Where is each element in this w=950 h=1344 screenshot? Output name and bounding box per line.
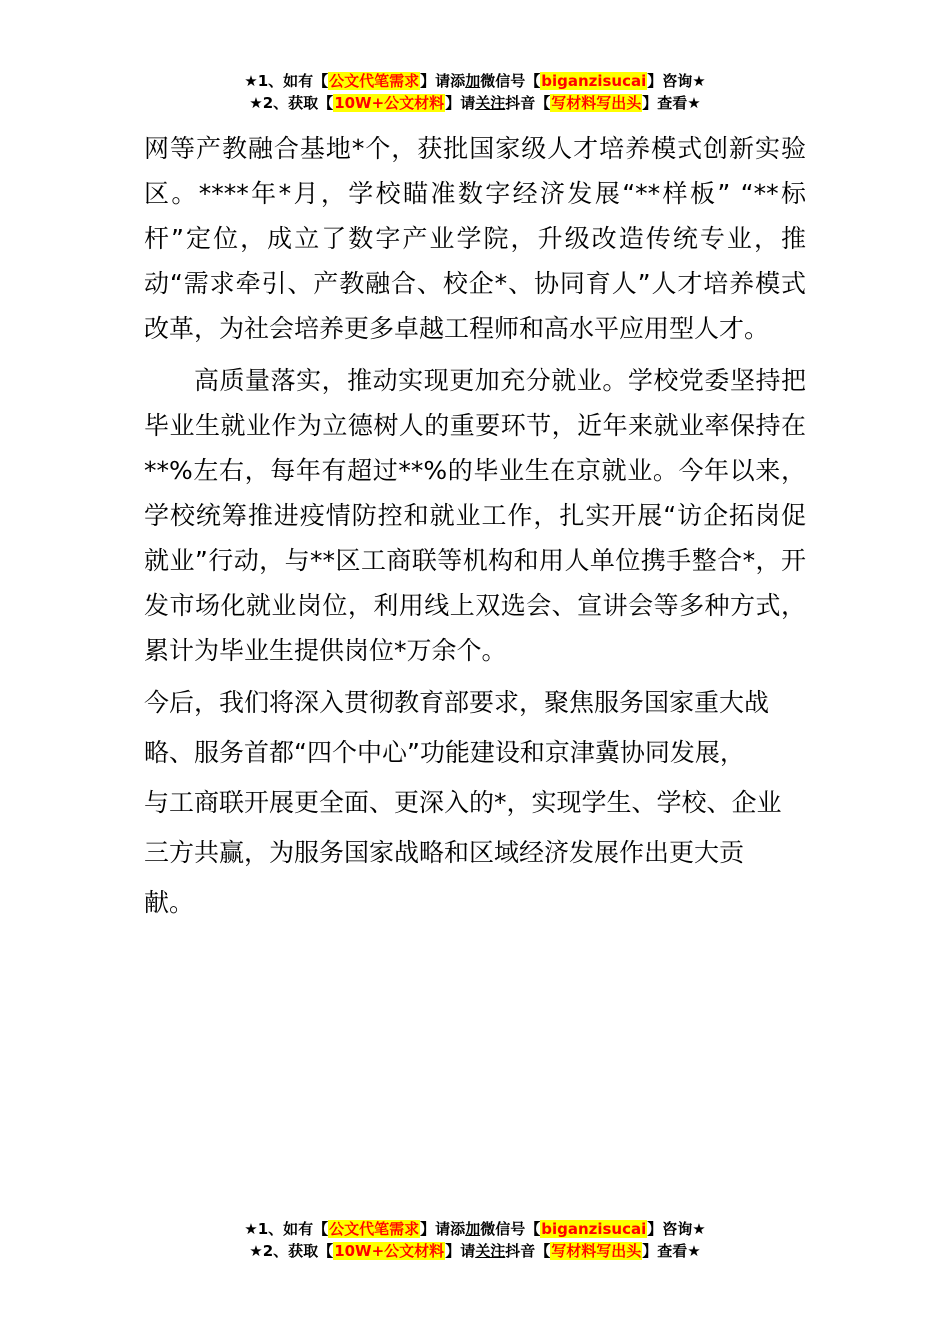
- notice-text: 】请添: [420, 72, 466, 90]
- notice-text: ★2、获取【: [249, 1242, 334, 1260]
- notice-text: ★2、获取【: [249, 94, 334, 112]
- notice-text: 】请: [445, 94, 476, 112]
- highlight-douyin-account: 写材料写出头: [551, 94, 642, 112]
- notice-text: 】咨询★: [647, 72, 706, 90]
- highlight-service-label: 公文代笔需求: [329, 72, 420, 90]
- paragraph-line: 献。: [144, 888, 195, 917]
- notice-text: ★1、如有【: [244, 1220, 329, 1238]
- highlight-materials-label: 10W+公文材料: [334, 94, 445, 112]
- paragraph-industry-education: 网等产教融合基地*个，获批国家级人才培养模式创新实验区。****年*月，学校瞄准数字经济发展“**样板” “**标杆”定位，成立了数字产业学院，升级改造传统专业，推动“需求牵引、产教融合、校企*、协同育人”人才培养模式改革，为社会培养更多卓越工程师和高水平应用型人才。: [144, 134, 806, 343]
- highlight-wechat-id: biganzisucai: [541, 1220, 647, 1238]
- notice-text: 】请添: [420, 1220, 466, 1238]
- notice-text: 】咨询★: [647, 1220, 706, 1238]
- notice-underlined-text: 加: [465, 72, 481, 90]
- notice-line-2: [0, 92, 950, 114]
- notice-text: 抖音【: [505, 1242, 551, 1260]
- highlight-materials-label: 10W+公文材料: [334, 1242, 445, 1260]
- notice-line-1: [0, 70, 950, 92]
- notice-underlined-text: 加: [465, 1220, 481, 1238]
- header-notice: [0, 70, 950, 114]
- notice-text: 抖音【: [505, 94, 551, 112]
- paragraph-line: 略、服务首都“四个中心”功能建设和京津冀协同发展，: [144, 738, 745, 767]
- footer-notice: [0, 1218, 950, 1262]
- paragraph-future-plans: [144, 678, 804, 928]
- notice-text: ★1、如有【: [244, 72, 329, 90]
- notice-line-2: [0, 1240, 950, 1262]
- notice-text: 】查看★: [642, 94, 701, 112]
- paragraph-line: 今后，我们将深入贯彻教育部要求，聚焦服务国家重大战: [144, 688, 770, 717]
- highlight-service-label: 公文代笔需求: [329, 1220, 420, 1238]
- paragraph-line: 三方共赢，为服务国家战略和区域经济发展作出更大贡: [144, 838, 745, 867]
- paragraph-line: 与工商联开展更全面、更深入的*，实现学生、学校、企业: [144, 788, 782, 817]
- notice-underlined-text: 关注: [475, 1242, 506, 1260]
- notice-line-1: [0, 1218, 950, 1240]
- notice-text: 】请: [445, 1242, 476, 1260]
- notice-text: 微信号【: [480, 1220, 541, 1238]
- notice-text: 】查看★: [642, 1242, 701, 1260]
- highlight-douyin-account: 写材料写出头: [551, 1242, 642, 1260]
- paragraph-employment: 高质量落实，推动实现更加充分就业。学校党委坚持把毕业生就业作为立德树人的重要环节，近年来就业率保持在**%左右，每年有超过**%的毕业生在京就业。今年以来，学校统筹推进疫情防控和就业工作，扎实开展“访企拓岗促就业”行动，与**区工商联等机构和用人单位携手整合*，开发市场化就业岗位，利用线上双选会、宣讲会等多种方式，累计为毕业生提供岗位*万余个。: [144, 366, 806, 665]
- notice-text: 微信号【: [480, 72, 541, 90]
- notice-underlined-text: 关注: [475, 94, 506, 112]
- highlight-wechat-id: biganzisucai: [541, 72, 647, 90]
